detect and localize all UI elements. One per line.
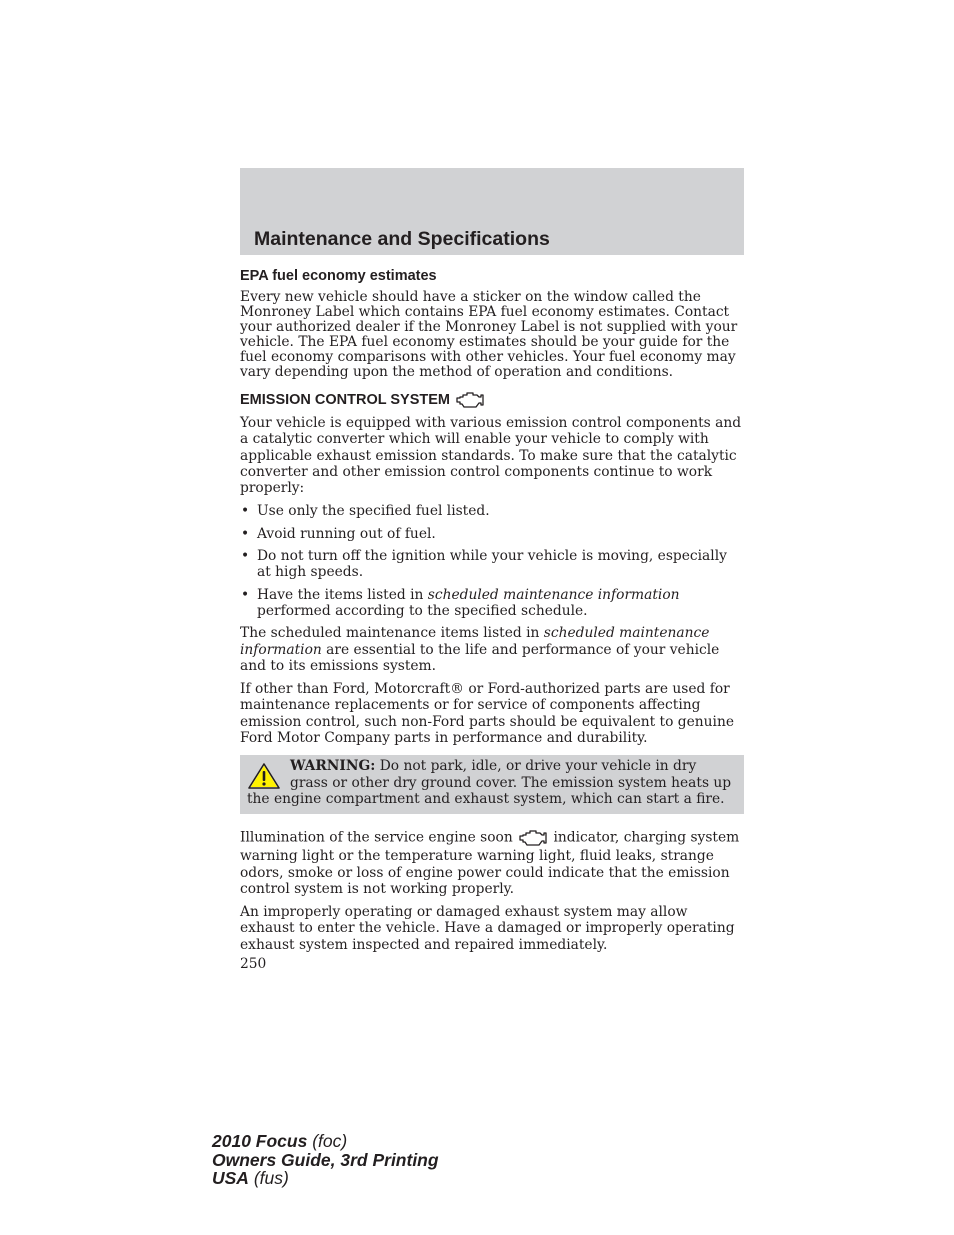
scheduled-items-paragraph	[240, 625, 744, 674]
paragraph-text: The scheduled maintenance items listed in	[240, 625, 544, 642]
emission-heading	[240, 390, 744, 410]
paragraph-text: Illumination of the service engine soon	[240, 829, 518, 846]
paragraph-text: indicator, charging system warning light or the temperature warning light, fluid leaks, strange odors, smoke or loss of engine power could indicate that the emission control system is not working properly.	[240, 829, 740, 897]
page-content	[240, 267, 744, 972]
warning-box	[240, 755, 744, 814]
warning-triangle-icon	[247, 762, 281, 790]
exhaust-paragraph: An improperly operating or damaged exhaust system may allow exhaust to enter the vehicle. Have a damaged or improperly operating exhaust system inspected and repaired immediately.	[240, 904, 735, 953]
bullet-marker: •	[241, 586, 250, 603]
epa-heading: EPA fuel economy estimates	[240, 268, 437, 284]
emission-heading-text: EMISSION CONTROL SYSTEM	[240, 392, 451, 408]
warning-text: Do not park, idle, or drive your vehicle in dry grass or other dry ground cover. The emission system heats up the engine compartment and exhaust system, which can start a fire.	[247, 758, 732, 807]
parts-paragraph: If other than Ford, Motorcraft® or Ford-authorized parts are used for maintenance replacements or for service of components affecting emission control, such non-Ford parts should be equivalent to genuine Ford Motor Company parts in performance and durability.	[240, 681, 735, 747]
bullet-marker: •	[241, 503, 250, 520]
footer-market-code: (fus)	[248, 1168, 289, 1188]
list-item	[240, 503, 744, 519]
warning-label: WARNING:	[290, 758, 376, 775]
bullet-marker: •	[241, 548, 250, 565]
check-engine-icon	[454, 390, 486, 410]
footer-line-market	[212, 1169, 439, 1188]
section-title: Maintenance and Specifications	[254, 228, 550, 250]
emission-bullet-list	[240, 503, 744, 619]
bullet-marker: •	[241, 525, 250, 542]
list-item	[240, 548, 744, 581]
footer-model: 2010 Focus	[212, 1131, 308, 1151]
list-item-text: performed according to the specified schedule.	[257, 602, 588, 619]
page-number: 250	[240, 956, 267, 973]
emission-intro: Your vehicle is equipped with various emission control components and a catalytic converter which will enable your vehicle to comply with applicable exhaust emission standards. To make sure that the catalytic converter and other emission control components continue to work properly:	[240, 415, 742, 497]
footer-market: USA	[212, 1168, 249, 1188]
list-item-text: Avoid running out of fuel.	[257, 525, 436, 542]
footer-line-guide	[212, 1151, 439, 1170]
list-item-text: Have the items listed in	[257, 586, 428, 603]
list-item	[240, 587, 744, 620]
footer-guide: Owners Guide, 3rd Printing	[212, 1149, 439, 1170]
list-item-text: Use only the specified fuel listed.	[257, 503, 490, 520]
check-engine-icon	[517, 828, 549, 848]
service-engine-paragraph	[240, 828, 744, 897]
document-footer	[212, 1132, 439, 1188]
list-item-text: Do not turn off the ignition while your vehicle is moving, especially at high speeds.	[257, 548, 727, 581]
paragraph-text: are essential to the life and performance of your vehicle and to its emissions system.	[240, 641, 720, 674]
schedule-reference: scheduled maintenance information	[427, 586, 680, 603]
section-header-band	[240, 168, 744, 255]
footer-line-model	[212, 1132, 439, 1151]
epa-paragraph: Every new vehicle should have a sticker on the window called the Monroney Label which contains EPA fuel economy estimates. Contact your authorized dealer if the Monroney Label is not supplied with your vehicle. The EPA fuel economy estimates should be your guide for the fuel economy comparisons with other vehicles. Your fuel economy may vary depending upon the method of operation and conditions.	[240, 289, 738, 380]
list-item	[240, 526, 744, 542]
schedule-reference: scheduled maintenance information	[240, 625, 710, 658]
footer-model-code: (foc)	[307, 1131, 348, 1151]
